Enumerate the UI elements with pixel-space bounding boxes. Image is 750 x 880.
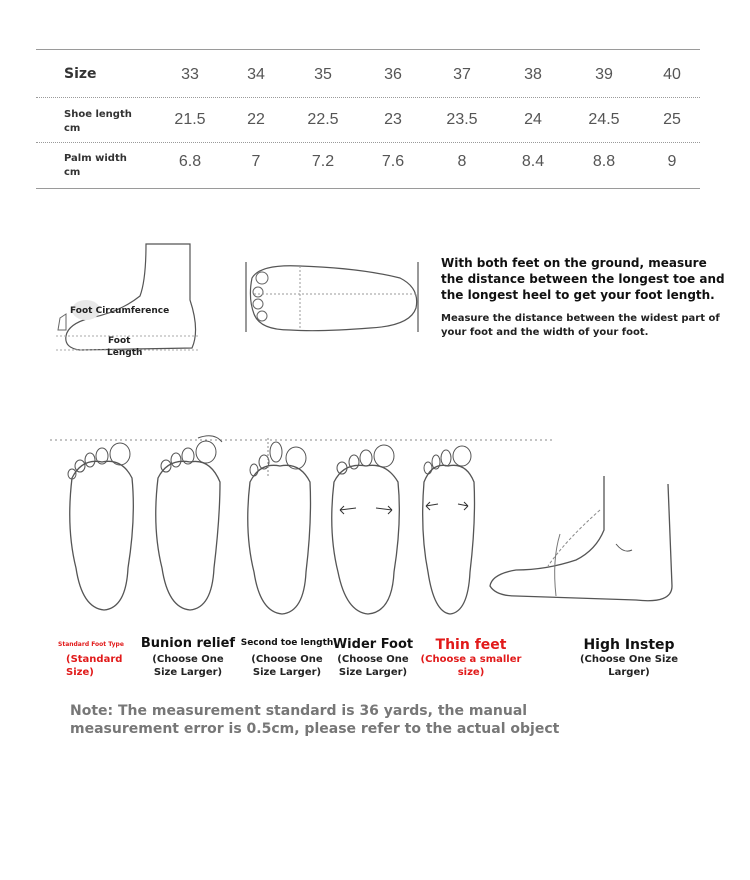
- foot-type-advice-line2: Size Larger): [338, 667, 408, 678]
- table-cell: 21.5: [174, 111, 206, 128]
- foot-type-advice-line1: (Choose One Size: [579, 654, 679, 665]
- row-label-text: Palm width: [64, 153, 127, 164]
- table-cell: 35: [314, 66, 332, 83]
- row-unit-text: cm: [64, 167, 81, 178]
- table-divider: [36, 142, 700, 143]
- measure-length-instruction: With both feet on the ground, measure the distance between the longest toe and the longest heel to get your foot length.: [441, 256, 725, 302]
- foot-type-title: Second toe length: [240, 638, 334, 648]
- foot-type-title: High Instep: [583, 637, 675, 653]
- table-cell: 22.5: [307, 111, 339, 128]
- table-cell: 22: [247, 111, 265, 128]
- foot-circumference-label: Foot Circumference: [70, 306, 170, 316]
- table-divider: [36, 97, 700, 98]
- bunion-foot-illustration: [148, 432, 228, 618]
- table-cell: 25: [663, 111, 681, 128]
- foot-type-advice-line1: (Choose One: [251, 654, 323, 665]
- table-cell: 8: [457, 153, 467, 170]
- measure-width-instruction: Measure the distance between the widest part of your foot and the width of your foot.: [441, 313, 720, 338]
- foot-type-title: Thin feet: [435, 637, 507, 653]
- row-label-size: Size: [64, 66, 97, 82]
- thin-foot-illustration: [414, 438, 484, 618]
- table-cell: 37: [453, 66, 471, 83]
- table-cell: 33: [181, 66, 199, 83]
- table-cell: 7.2: [311, 153, 335, 170]
- table-cell: 8.8: [592, 153, 616, 170]
- table-cell: 6.8: [178, 153, 202, 170]
- table-cell: 38: [524, 66, 542, 83]
- table-bottom-border: [36, 188, 700, 189]
- row-label-palm-width: [64, 152, 127, 180]
- second-toe-foot-illustration: [240, 438, 320, 618]
- foot-type-advice-line2: Larger): [608, 667, 650, 678]
- table-cell: 34: [247, 66, 265, 83]
- foot-type-advice-line1: (Choose One: [152, 654, 224, 665]
- standard-foot-illustration: [62, 438, 142, 618]
- table-cell: 40: [663, 66, 681, 83]
- table-cell: 7.6: [381, 153, 405, 170]
- foot-type-advice: [66, 653, 136, 679]
- table-cell: 8.4: [521, 153, 545, 170]
- foot-type-advice-line1: (Choose One: [337, 654, 409, 665]
- foot-type-advice-line2: Size Larger): [153, 667, 223, 678]
- measurement-note: Note: The measurement standard is 36 yards, the manual measurement error is 0.5cm, please refer to the actual object: [70, 703, 560, 737]
- table-cell: 23: [384, 111, 402, 128]
- row-label-shoe-length: [64, 108, 132, 136]
- foot-type-title: Standard Foot Type: [58, 641, 124, 648]
- table-cell: 24: [524, 111, 542, 128]
- foot-length-label-line1: Foot: [108, 336, 131, 346]
- foot-type-advice-line2: Size Larger): [252, 667, 322, 678]
- table-cell: 7: [251, 153, 261, 170]
- table-cell: 9: [667, 153, 677, 170]
- foot-length-label-line2: Length: [107, 348, 143, 358]
- table-cell: 39: [595, 66, 613, 83]
- table-top-border: [36, 49, 700, 50]
- row-label-text: Shoe length: [64, 109, 132, 120]
- table-cell: 23.5: [446, 111, 478, 128]
- foot-type-advice: [569, 653, 689, 679]
- foot-type-advice-line2: Size): [66, 667, 94, 678]
- foot-type-title: Bunion relief: [140, 636, 236, 651]
- foot-type-advice-line1: (Standard: [66, 654, 123, 665]
- high-instep-foot-illustration: [486, 470, 676, 620]
- foot-top-view-illustration: [240, 258, 430, 338]
- foot-type-title: Wider Foot: [332, 637, 414, 652]
- table-cell: 24.5: [588, 111, 620, 128]
- foot-type-advice-line1: (Choose a smaller: [420, 654, 522, 665]
- wider-foot-illustration: [326, 438, 406, 618]
- foot-type-advice: [411, 653, 531, 679]
- foot-type-advice-line2: size): [457, 667, 485, 678]
- row-unit-text: cm: [64, 123, 81, 134]
- table-cell: 36: [384, 66, 402, 83]
